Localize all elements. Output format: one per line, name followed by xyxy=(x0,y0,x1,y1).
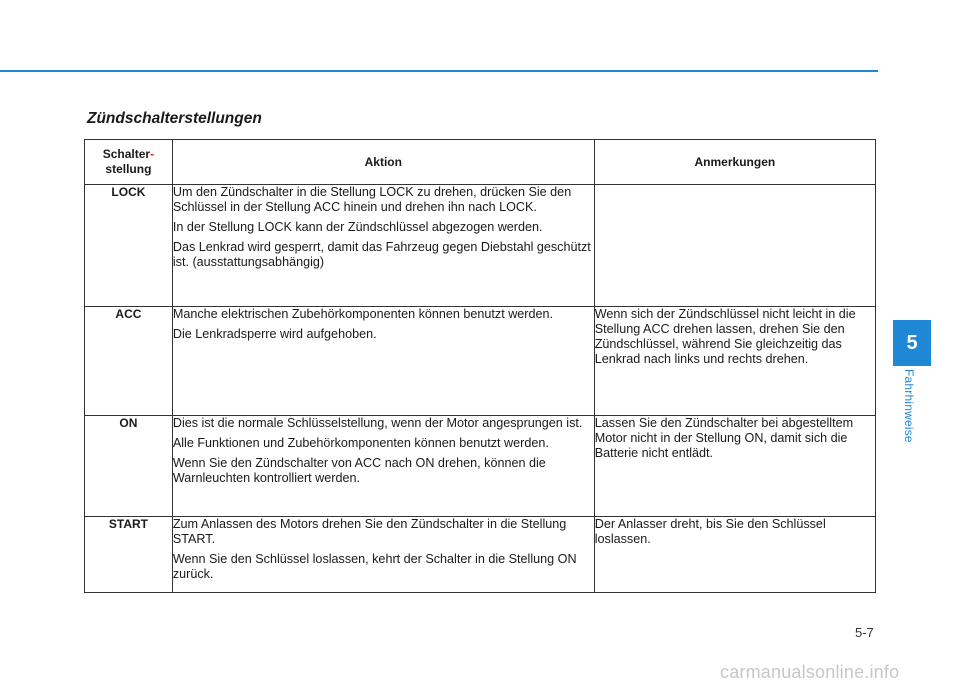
table-row xyxy=(85,185,876,307)
notes-cell xyxy=(594,416,875,517)
action-paragraph: Um den Zündschalter in die Stellung LOCK zu drehen, drücken Sie den Schlüssel in der Stellung ACC hinein und drehen ihn nach LOCK. xyxy=(172,185,572,214)
header-switch-part2: stellung xyxy=(105,162,152,176)
notes-cell xyxy=(594,517,875,593)
ignition-positions-table xyxy=(84,139,876,593)
chapter-number-tab: 5 xyxy=(893,320,931,366)
header-notes: Anmerkungen xyxy=(594,140,875,185)
action-cell xyxy=(172,416,594,517)
action-paragraph: Dies ist die normale Schlüsselstellung, wenn der Motor angesprungen ist. xyxy=(172,416,583,430)
header-switch-hyphen: - xyxy=(150,147,155,161)
notes-cell xyxy=(594,307,875,416)
section-title: Zündschalterstellungen xyxy=(87,110,262,127)
action-paragraph: Alle Funktionen und Zubehörkomponenten können benutzt werden. xyxy=(172,436,549,450)
position-cell: ACC xyxy=(85,307,173,416)
action-paragraph: Die Lenkradsperre wird aufgehoben. xyxy=(172,327,377,341)
watermark: carmanualsonline.info xyxy=(720,662,900,682)
header-switch-part1: Schalter xyxy=(102,147,151,161)
action-paragraph: In der Stellung LOCK kann der Zündschlüssel abgezogen werden. xyxy=(172,220,543,234)
chapter-label: Fahrhinweise xyxy=(902,369,916,443)
table-row xyxy=(85,307,876,416)
action-paragraph: Manche elektrischen Zubehörkomponenten können benutzt werden. xyxy=(172,307,554,321)
header-action: Aktion xyxy=(172,140,594,185)
notes-paragraph: Lassen Sie den Zündschalter bei abgestelltem Motor nicht in der Stellung ON, damit sich die Batterie nicht entlädt. xyxy=(594,416,854,460)
action-cell xyxy=(172,185,594,307)
action-paragraph: Zum Anlassen des Motors drehen Sie den Zündschalter in die Stellung START. xyxy=(172,517,567,546)
notes-cell xyxy=(594,185,875,307)
notes-paragraph: Wenn sich der Zündschlüssel nicht leicht in die Stellung ACC drehen lassen, drehen Sie den Zündschlüssel, während Sie gleichzeitig das Lenkrad nach links und rechts drehen. xyxy=(594,307,856,366)
page-number: 5-7 xyxy=(855,625,874,640)
position-cell: LOCK xyxy=(85,185,173,307)
table-row xyxy=(85,517,876,593)
top-rule xyxy=(0,70,878,72)
header-switch-position xyxy=(85,140,173,185)
table-row xyxy=(85,416,876,517)
action-paragraph: Wenn Sie den Schlüssel loslassen, kehrt der Schalter in die Stellung ON zurück. xyxy=(172,552,577,581)
action-paragraph: Das Lenkrad wird gesperrt, damit das Fahrzeug gegen Diebstahl geschützt ist. (ausstattungsabhängig) xyxy=(172,240,591,269)
table-header-row xyxy=(85,140,876,185)
position-cell: ON xyxy=(85,416,173,517)
action-paragraph: Wenn Sie den Zündschalter von ACC nach ON drehen, können die Warnleuchten kontrolliert werden. xyxy=(172,456,546,485)
action-cell xyxy=(172,307,594,416)
action-cell xyxy=(172,517,594,593)
notes-paragraph: Der Anlasser dreht, bis Sie den Schlüssel loslassen. xyxy=(594,517,826,546)
position-cell: START xyxy=(85,517,173,593)
